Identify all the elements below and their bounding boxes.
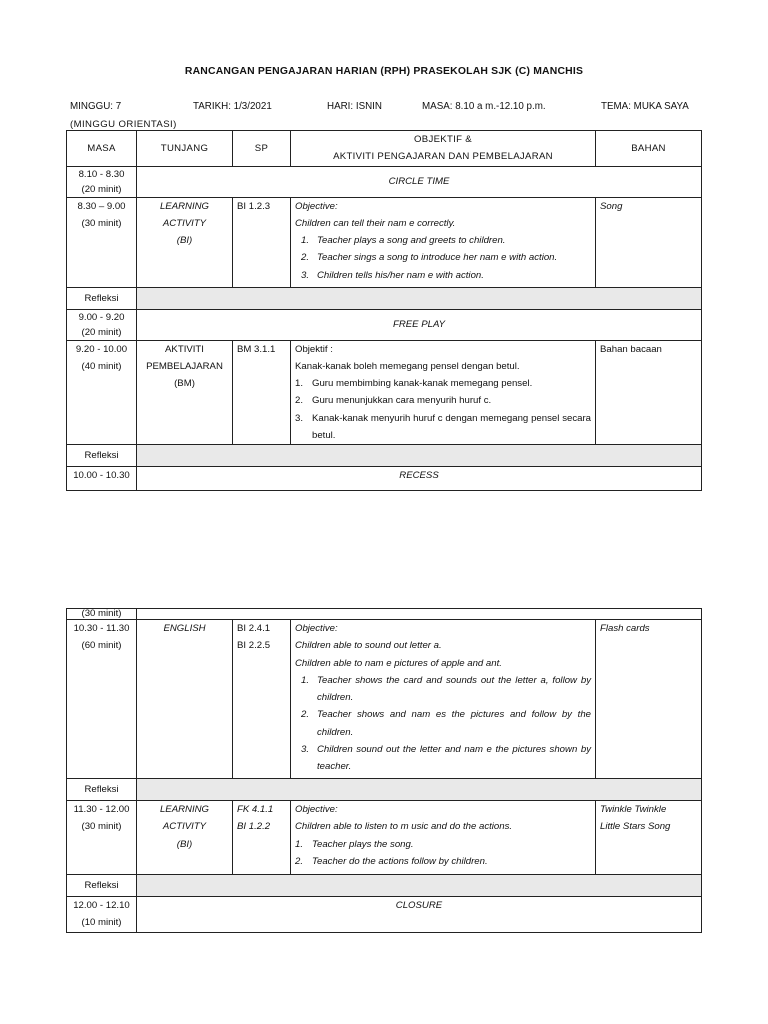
carryover-space [137,609,702,620]
aktiviti-tunjang-line1: AKTIVITI [165,343,204,355]
learning1-step: 1. Teacher plays a song and greets to children. [295,232,591,249]
minggu-field: MINGGU: 7 [70,101,122,112]
learning1-objective [291,197,596,287]
aktiviti-step-text: Guru menunjukkan cara menyurih huruf c. [312,395,492,407]
english-duration: (60 minit) [81,640,122,652]
header-objektif-line1: OBJEKTIF & [414,134,472,145]
hari-field: HARI: ISNIN [327,101,382,112]
learning1-step: 3. Children tells his/her nam e with action. [295,267,591,284]
learning2-objective-text: Children able to listen to m usic and do the actions. [295,821,513,833]
learning2-objective [291,801,596,875]
refleksi-row [67,287,702,309]
closure-duration: (10 minit) [81,917,122,929]
row-learning-activity-2 [67,801,702,875]
english-time: 10.30 - 11.30 [73,623,130,634]
circle-time-duration: (20 minit) [81,183,122,195]
learning2-tunjang-line3: (BI) [176,838,193,850]
refleksi-label: Refleksi [67,875,137,897]
aktiviti-objective-text: Kanak-kanak boleh memegang pensel dengan betul. [295,360,520,372]
english-bahan-text: Flash cards [600,623,650,634]
recess-label-text: RECESS [399,470,439,482]
refleksi-space [137,779,702,801]
aktiviti-time: 9.20 - 10.00 [75,343,128,355]
refleksi-space [137,875,702,897]
learning1-bahan-text: Song [600,200,623,212]
english-objective [291,620,596,779]
closure-label-text: CLOSURE [395,900,443,911]
aktiviti-step: 2. Guru menunjukkan cara menyurih huruf c. [295,392,591,409]
learning1-bahan [596,197,702,287]
learning2-sp-code: BI 1.2.2 [237,821,271,833]
aktiviti-sp-code: BM 3.1.1 [237,343,276,355]
english-objective-text: Children able to nam e pictures of apple and ant. [295,657,502,669]
learning2-tunjang-line1: LEARNING [159,804,210,815]
refleksi-label: Refleksi [67,445,137,467]
learning2-heading: Objective: [295,804,338,815]
aktiviti-masa [67,340,137,445]
carryover-duration: (30 minit) [67,609,137,620]
learning1-step-text: Children tells his/her nam e with action. [317,269,484,281]
refleksi-row [67,445,702,467]
row-carryover [67,609,702,620]
learning1-sp-code: BI 1.2.3 [237,200,271,212]
english-sp-code: BI 2.2.5 [237,640,271,652]
header-sp: SP [233,131,291,167]
freeplay-label: FREE PLAY [137,309,702,340]
masa-field: MASA: 8.10 a m.-12.10 p.m. [422,101,546,112]
refleksi-row [67,875,702,897]
row-closure [67,897,702,933]
closure-masa [67,897,137,933]
closure-time: 12.00 - 12.10 [73,900,130,911]
english-step: 1. Teacher shows the card and sounds out the letter a, follow by children. [295,672,591,707]
row-circle-time [67,166,702,197]
aktiviti-step: 1. Guru membimbing kanak-kanak memegang pensel. [295,375,591,392]
aktiviti-objective [291,340,596,445]
refleksi-label: Refleksi [67,287,137,309]
aktiviti-tunjang-line3: (BM) [174,378,195,390]
recess-time: 10.00 - 10.30 [73,470,130,482]
learning1-tunjang-line3: (BI) [176,235,193,247]
header-bahan: BAHAN [596,131,702,167]
learning1-sp [233,197,291,287]
tema-field: TEMA: MUKA SAYA [601,101,689,112]
aktiviti-heading: Objektif : [295,343,333,355]
aktiviti-sp [233,340,291,445]
freeplay-duration: (20 minit) [81,326,122,338]
learning1-tunjang-line2: ACTIVITY [162,217,207,229]
circle-time-label: CIRCLE TIME [137,166,702,197]
learning1-step: 2. Teacher sings a song to introduce her nam e with action. [295,249,591,266]
learning2-masa [67,801,137,875]
row-learning-activity-1 [67,197,702,287]
learning1-step-text: Teacher plays a song and greets to children. [317,235,506,247]
learning2-tunjang [137,801,233,875]
english-objective-text: Children able to sound out letter a. [295,640,442,652]
english-tunjang [137,620,233,779]
freeplay-masa [67,309,137,340]
header-objektif [291,131,596,167]
header-masa: MASA [67,131,137,167]
learning2-bahan-line2: Little Stars Song [600,821,671,833]
english-step-text: Teacher shows the card and sounds out the letter a, follow by children. [317,674,591,704]
english-sp-code: BI 2.4.1 [237,623,271,634]
learning2-step: 1. Teacher plays the song. [295,836,591,853]
learning1-masa [67,197,137,287]
english-masa [67,620,137,779]
learning2-step: 2. Teacher do the actions follow by children. [295,853,591,870]
learning2-tunjang-line2: ACTIVITY [162,821,207,833]
aktiviti-step-text: Guru membimbing kanak-kanak memegang pensel. [312,378,533,390]
row-aktiviti-pembelajaran [67,340,702,445]
learning2-step-text: Teacher do the actions follow by children. [312,855,488,867]
english-tunjang-text: ENGLISH [163,623,206,634]
freeplay-time: 9.00 - 9.20 [78,311,125,323]
learning1-tunjang-line1: LEARNING [159,200,210,212]
closure-label [137,897,702,933]
learning2-step-text: Teacher plays the song. [312,838,414,850]
recess-label [137,467,702,491]
refleksi-label: Refleksi [67,779,137,801]
learning2-duration: (30 minit) [81,821,122,833]
aktiviti-bahan-text: Bahan bacaan [600,343,662,355]
tarikh-field: TARIKH: 1/3/2021 [193,101,272,112]
aktiviti-step: 3. Kanak-kanak menyurih huruf c dengan memegang pensel secara betul. [295,410,591,445]
learning1-objective-text: Children can tell their nam e correctly. [295,217,456,229]
lesson-plan-table-1 [66,130,702,491]
english-step-text: Children sound out the letter and nam e the pictures shown by teacher. [317,744,591,773]
aktiviti-tunjang-line2: PEMBELAJARAN [146,360,223,372]
english-bahan [596,620,702,779]
learning1-heading: Objective: [295,200,338,212]
learning1-time: 8.30 – 9.00 [77,200,126,212]
english-heading: Objective: [295,623,338,634]
refleksi-space [137,287,702,309]
learning2-sp [233,801,291,875]
aktiviti-bahan [596,340,702,445]
english-sp [233,620,291,779]
row-recess [67,467,702,491]
learning2-bahan [596,801,702,875]
learning1-step-text: Teacher sings a song to introduce her nam e with action. [317,252,558,264]
english-step-text: Teacher shows and nam es the pictures and follow by the children. [317,709,591,738]
learning1-duration: (30 minit) [81,217,122,229]
orientasi-note: (MINGGU ORIENTASI) [70,119,177,130]
lesson-plan-table-2 [66,608,702,933]
circle-time-masa [67,166,137,197]
header-objektif-line2: AKTIVITI PENGAJARAN DAN PEMBELAJARAN [333,151,553,163]
aktiviti-tunjang [137,340,233,445]
document-title: RANCANGAN PENGAJARAN HARIAN (RPH) PRASEKOLAH SJK (C) MANCHIS [184,66,584,77]
recess-masa [67,467,137,491]
english-step: 3. Children sound out the letter and nam e the pictures shown by teacher. [295,741,591,776]
header-tunjang: TUNJANG [137,131,233,167]
learning1-tunjang [137,197,233,287]
english-step: 2. Teacher shows and nam es the pictures and follow by the children. [295,706,591,741]
circle-time-time: 8.10 - 8.30 [78,168,125,180]
learning2-sp-code: FK 4.1.1 [237,804,274,815]
table-header-row [67,131,702,167]
row-free-play [67,309,702,340]
learning2-bahan-line1: Twinkle Twinkle [600,804,667,815]
aktiviti-step-text: Kanak-kanak menyurih huruf c dengan memegang pensel secara betul. [312,412,591,442]
refleksi-row [67,779,702,801]
row-english [67,620,702,779]
refleksi-space [137,445,702,467]
learning2-time: 11.30 - 12.00 [73,804,130,815]
aktiviti-duration: (40 minit) [81,360,122,372]
